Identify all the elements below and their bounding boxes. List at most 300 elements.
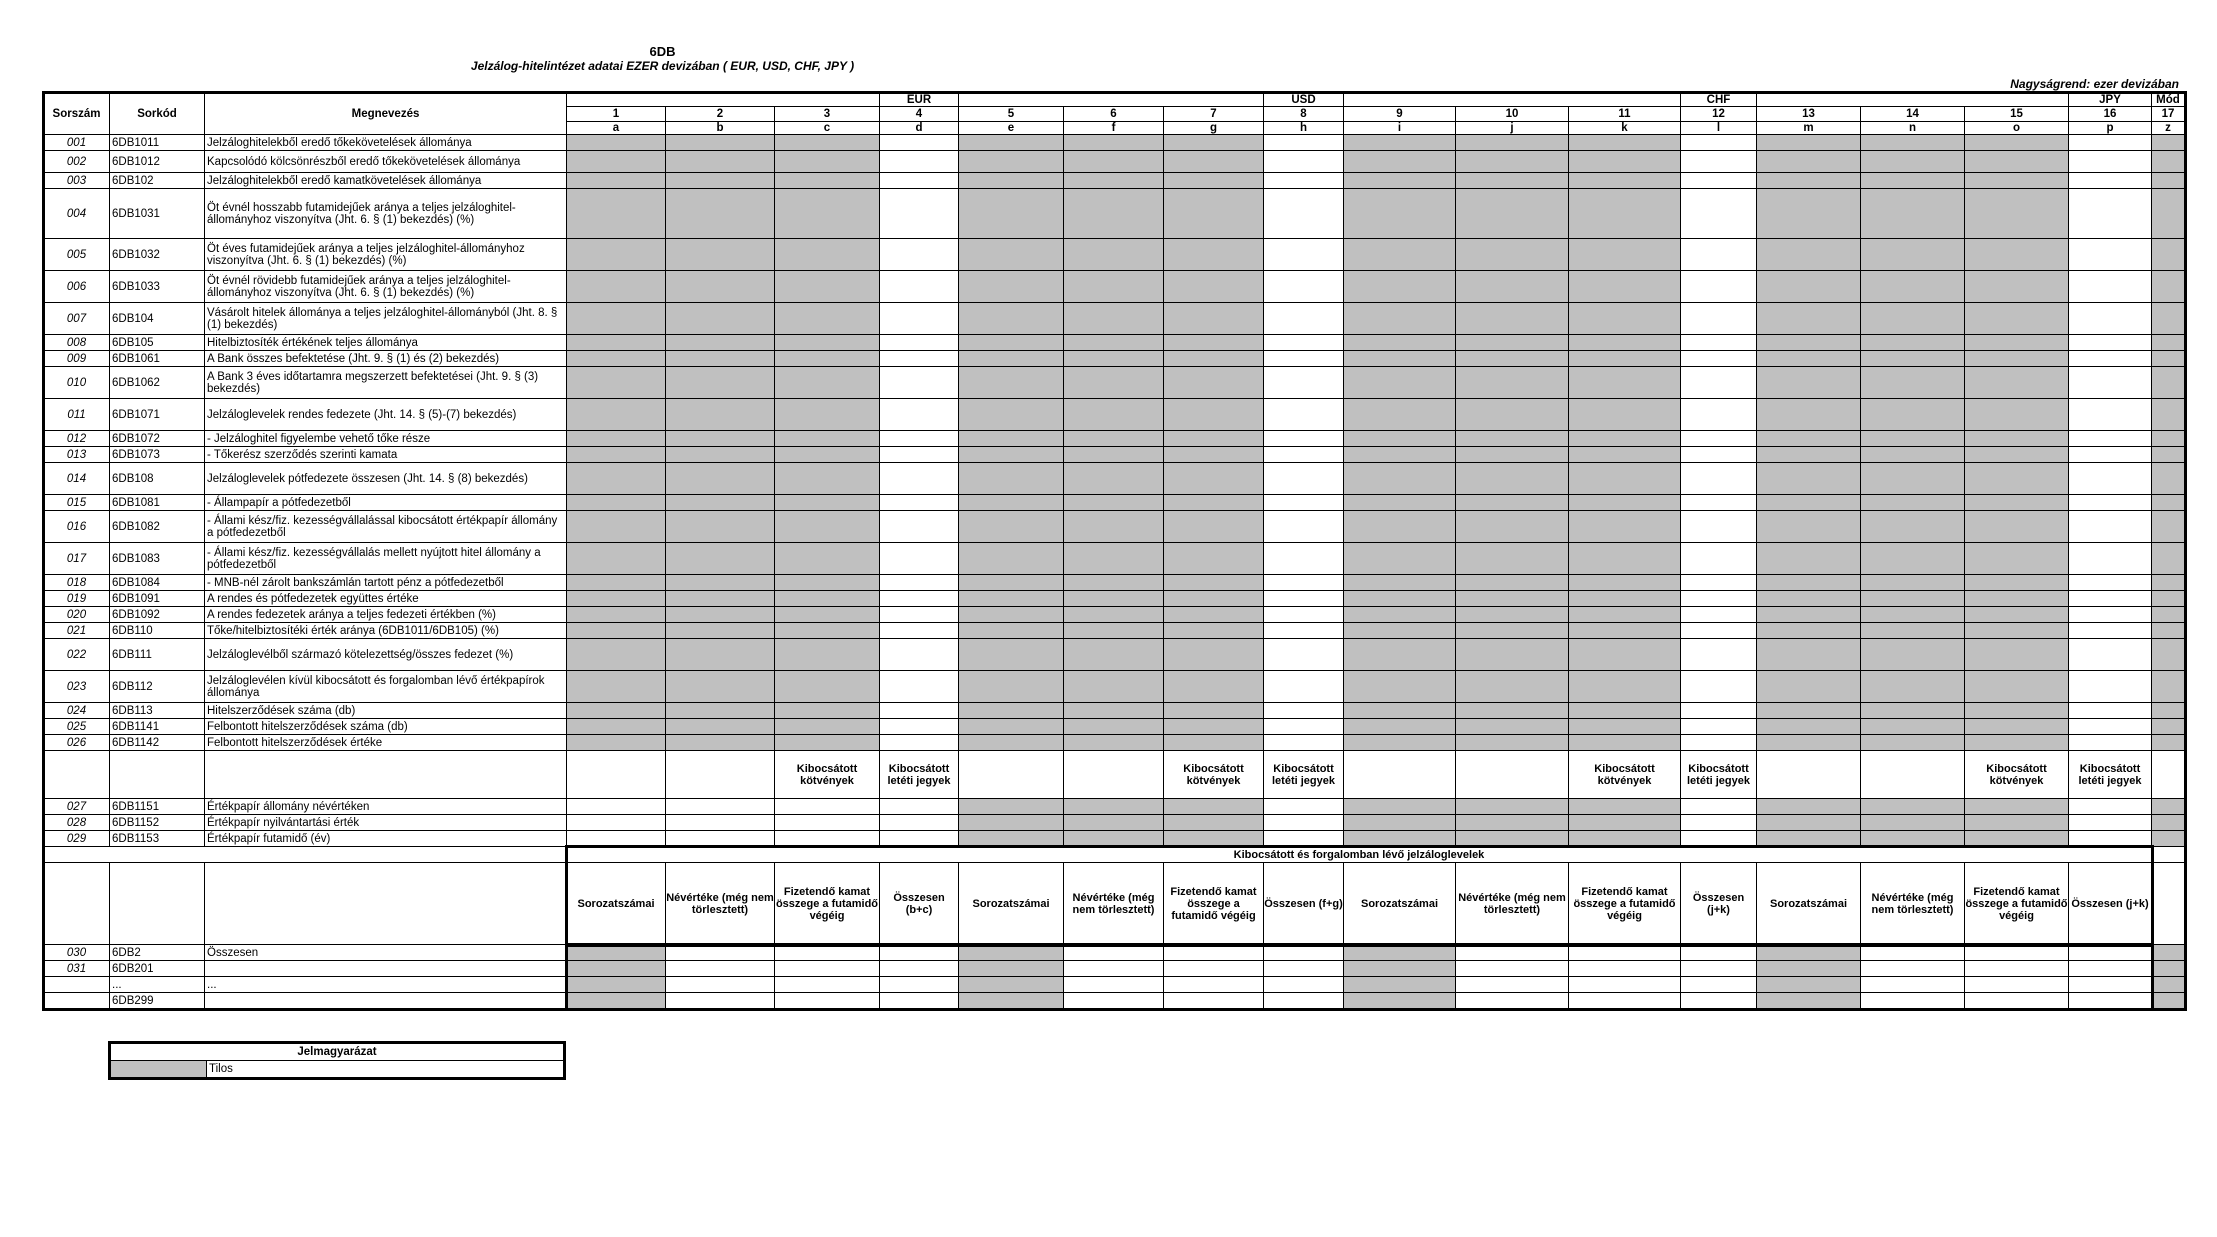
row-name: - Tőkerész szerződés szerinti kamata (205, 447, 567, 463)
data-cell (2069, 239, 2152, 271)
forbidden-cell (2152, 463, 2185, 495)
forbidden-cell (1344, 961, 1456, 977)
data-cell (880, 961, 959, 977)
forbidden-cell (1064, 831, 1164, 847)
forbidden-cell (1569, 639, 1681, 671)
report-code: 6DB (649, 44, 676, 59)
forbidden-cell (1861, 735, 1965, 751)
forbidden-cell (1569, 799, 1681, 815)
forbidden-cell (666, 543, 775, 575)
forbidden-cell (1757, 735, 1861, 751)
forbidden-cell (1965, 431, 2069, 447)
forbidden-cell (1757, 831, 1861, 847)
data-cell (666, 993, 775, 1009)
forbidden-cell (1164, 639, 1264, 671)
data-grid (44, 93, 2178, 1025)
forbidden-cell (2152, 511, 2185, 543)
forbidden-cell (1965, 575, 2069, 591)
data-cell (880, 719, 959, 735)
forbidden-cell (1569, 543, 1681, 575)
forbidden-cell (1164, 135, 1264, 151)
forbidden-cell (1757, 495, 1861, 511)
forbidden-cell (1757, 189, 1861, 239)
col-number: 15 (1965, 107, 2069, 122)
sorkod-header: Sorkód (110, 93, 205, 135)
data-cell (2069, 993, 2152, 1009)
forbidden-cell (1164, 623, 1264, 639)
data-cell (1681, 639, 1757, 671)
forbidden-cell (1757, 623, 1861, 639)
data-cell (1681, 335, 1757, 351)
forbidden-cell (1569, 511, 1681, 543)
forbidden-cell (1569, 735, 1681, 751)
forbidden-cell (1064, 575, 1164, 591)
forbidden-cell (1164, 271, 1264, 303)
forbidden-cell (567, 671, 666, 703)
forbidden-cell (959, 511, 1064, 543)
data-cell (1681, 719, 1757, 735)
forbidden-cell (1757, 135, 1861, 151)
forbidden-cell (1344, 977, 1456, 993)
data-cell (880, 623, 959, 639)
row-code: 6DB110 (110, 623, 205, 639)
forbidden-cell (1456, 719, 1569, 735)
forbidden-cell (1164, 431, 1264, 447)
row-number: 019 (44, 591, 110, 607)
forbidden-cell (666, 703, 775, 719)
forbidden-cell (1344, 135, 1456, 151)
data-cell (666, 977, 775, 993)
forbidden-cell (1965, 495, 2069, 511)
forbidden-cell (666, 351, 775, 367)
forbidden-cell (1344, 151, 1456, 173)
forbidden-cell (959, 151, 1064, 173)
forbidden-cell (567, 173, 666, 189)
data-cell (1861, 977, 1965, 993)
forbidden-cell (1757, 961, 1861, 977)
data-cell (880, 151, 959, 173)
forbidden-cell (1861, 399, 1965, 431)
forbidden-cell (567, 189, 666, 239)
blank-cell (666, 751, 775, 799)
col-number: 6 (1064, 107, 1164, 122)
col-letter: i (1344, 122, 1456, 135)
currency-label-jpy: JPY (2069, 93, 2152, 107)
data-cell (1264, 463, 1344, 495)
data-cell (1064, 961, 1164, 977)
forbidden-cell (666, 431, 775, 447)
forbidden-cell (1965, 719, 2069, 735)
forbidden-cell (1164, 173, 1264, 189)
forbidden-cell (1344, 623, 1456, 639)
forbidden-cell (1344, 399, 1456, 431)
forbidden-cell (1569, 335, 1681, 351)
forbidden-cell (1344, 189, 1456, 239)
forbidden-cell (1965, 703, 2069, 719)
data-cell (1264, 591, 1344, 607)
forbidden-cell (1965, 735, 2069, 751)
forbidden-cell (1064, 239, 1164, 271)
forbidden-cell (1965, 335, 2069, 351)
row-number: 022 (44, 639, 110, 671)
forbidden-cell (1757, 993, 1861, 1009)
forbidden-cell (567, 495, 666, 511)
data-cell (2069, 431, 2152, 447)
forbidden-cell (2152, 591, 2185, 607)
section-column-header: Fizetendő kamat összege a futamidő végéig (1965, 863, 2069, 945)
row-name (205, 961, 567, 977)
forbidden-cell (1064, 591, 1164, 607)
blank-cell (959, 751, 1064, 799)
row-name: Hitelbiztosíték értékének teljes állománya (205, 335, 567, 351)
data-cell (1264, 135, 1344, 151)
forbidden-cell (567, 351, 666, 367)
forbidden-cell (1164, 511, 1264, 543)
forbidden-cell (1861, 815, 1965, 831)
row-name: - Állami kész/fiz. kezességvállalással kibocsátott értékpapír állomány a pótfedezetből (205, 511, 567, 543)
data-cell (1264, 239, 1344, 271)
row-name: Öt évnél hosszabb futamidejűek aránya a teljes jelzáloghitel-állományhoz viszonyítva (Jht. 6. § (1) bekezdés) (%) (205, 189, 567, 239)
forbidden-cell (959, 945, 1064, 961)
forbidden-cell (775, 239, 880, 271)
forbidden-cell (1569, 447, 1681, 463)
forbidden-cell (1965, 799, 2069, 815)
data-cell (1064, 993, 1164, 1009)
data-cell (1681, 961, 1757, 977)
kibocsatott-label: Kibocsátott letéti jegyek (880, 751, 959, 799)
row-name: Jelzáloglevelek rendes fedezete (Jht. 14. § (5)-(7) bekezdés) (205, 399, 567, 431)
forbidden-cell (666, 463, 775, 495)
megnevezes-header: Megnevezés (205, 93, 567, 135)
forbidden-cell (775, 623, 880, 639)
row-name: Tőke/hitelbiztosítéki érték aránya (6DB1011/6DB105) (%) (205, 623, 567, 639)
row-number: 016 (44, 511, 110, 543)
kibocsatott-label: Kibocsátott kötvények (1965, 751, 2069, 799)
data-cell (1264, 623, 1344, 639)
forbidden-cell (1344, 447, 1456, 463)
col-letter: o (1965, 122, 2069, 135)
data-cell (1264, 607, 1344, 623)
forbidden-cell (1164, 367, 1264, 399)
legend (108, 1041, 566, 1080)
forbidden-cell (666, 447, 775, 463)
data-cell (2069, 815, 2152, 831)
forbidden-cell (1569, 607, 1681, 623)
data-cell (2069, 173, 2152, 189)
forbidden-cell (1064, 511, 1164, 543)
forbidden-cell (2152, 977, 2185, 993)
forbidden-cell (2152, 351, 2185, 367)
forbidden-cell (1344, 495, 1456, 511)
forbidden-cell (666, 623, 775, 639)
row-code: 6DB1073 (110, 447, 205, 463)
forbidden-cell (1569, 189, 1681, 239)
data-cell (1681, 135, 1757, 151)
blank-cell (1344, 751, 1456, 799)
forbidden-cell (666, 173, 775, 189)
data-cell (567, 831, 666, 847)
forbidden-cell (775, 719, 880, 735)
section-column-header: Névértéke (még nem törlesztett) (1064, 863, 1164, 945)
row-number: 009 (44, 351, 110, 367)
forbidden-cell (1164, 399, 1264, 431)
data-cell (2069, 607, 2152, 623)
row-name: Értékpapír nyilvántartási érték (205, 815, 567, 831)
data-cell (880, 351, 959, 367)
forbidden-cell (1757, 351, 1861, 367)
forbidden-cell (959, 575, 1064, 591)
forbidden-cell (775, 303, 880, 335)
legend-title: Jelmagyarázat (108, 1041, 566, 1061)
blank-cell (205, 863, 567, 945)
forbidden-cell (1965, 399, 2069, 431)
row-number: 008 (44, 335, 110, 351)
col-number: 10 (1456, 107, 1569, 122)
data-cell (880, 591, 959, 607)
row-number: 001 (44, 135, 110, 151)
forbidden-cell (1965, 151, 2069, 173)
forbidden-cell (775, 431, 880, 447)
forbidden-cell (1344, 271, 1456, 303)
row-code: 6DB1151 (110, 799, 205, 815)
forbidden-cell (1456, 511, 1569, 543)
blank-cell (1456, 751, 1569, 799)
data-cell (1456, 977, 1569, 993)
forbidden-cell (567, 447, 666, 463)
data-cell (2069, 671, 2152, 703)
forbidden-cell (1344, 367, 1456, 399)
forbidden-cell (2152, 447, 2185, 463)
data-cell (1264, 703, 1344, 719)
forbidden-cell (1456, 335, 1569, 351)
forbidden-cell (1344, 735, 1456, 751)
forbidden-cell (1456, 575, 1569, 591)
data-cell (1681, 977, 1757, 993)
forbidden-cell (1064, 173, 1164, 189)
forbidden-cell (775, 335, 880, 351)
forbidden-cell (1861, 831, 1965, 847)
forbidden-cell (666, 671, 775, 703)
section-column-header: Névértéke (még nem törlesztett) (666, 863, 775, 945)
row-code: 6DB108 (110, 463, 205, 495)
row-code: 6DB1032 (110, 239, 205, 271)
data-cell (1264, 639, 1344, 671)
data-cell (2069, 543, 2152, 575)
forbidden-cell (2152, 575, 2185, 591)
data-cell (1681, 945, 1757, 961)
data-cell (1681, 623, 1757, 639)
row-code: 6DB1031 (110, 189, 205, 239)
row-code: 6DB1011 (110, 135, 205, 151)
data-cell (1965, 993, 2069, 1009)
row-number: 014 (44, 463, 110, 495)
data-cell (1264, 543, 1344, 575)
forbidden-cell (1569, 591, 1681, 607)
row-name: Kapcsolódó kölcsönrészből eredő tőkekövetelések állománya (205, 151, 567, 173)
data-cell (2069, 799, 2152, 815)
forbidden-cell (1965, 511, 2069, 543)
forbidden-cell (1344, 993, 1456, 1009)
forbidden-cell (1164, 735, 1264, 751)
forbidden-cell (567, 591, 666, 607)
data-cell (1264, 271, 1344, 303)
forbidden-cell (775, 351, 880, 367)
row-code: 6DB1092 (110, 607, 205, 623)
data-cell (880, 815, 959, 831)
blank-cell (44, 863, 110, 945)
forbidden-cell (959, 815, 1064, 831)
kibocsatott-label: Kibocsátott kötvények (775, 751, 880, 799)
data-cell (1264, 511, 1344, 543)
forbidden-cell (1064, 735, 1164, 751)
forbidden-cell (1757, 703, 1861, 719)
data-cell (1681, 173, 1757, 189)
data-cell (1264, 735, 1344, 751)
forbidden-cell (1861, 799, 1965, 815)
forbidden-cell (1064, 543, 1164, 575)
forbidden-cell (1344, 431, 1456, 447)
blank-cell (1861, 751, 1965, 799)
row-code: 6DB104 (110, 303, 205, 335)
forbidden-cell (1757, 173, 1861, 189)
forbidden-cell (1965, 447, 2069, 463)
data-cell (1264, 189, 1344, 239)
data-cell (880, 543, 959, 575)
forbidden-cell (1064, 639, 1164, 671)
col-letter: b (666, 122, 775, 135)
row-number: 024 (44, 703, 110, 719)
row-name: Jelzáloglevélből származó kötelezettség/összes fedezet (%) (205, 639, 567, 671)
row-number: 011 (44, 399, 110, 431)
mod-header: Mód (2152, 93, 2185, 107)
row-code: 6DB1091 (110, 591, 205, 607)
data-cell (1456, 945, 1569, 961)
forbidden-cell (1757, 799, 1861, 815)
blank-cell (2152, 847, 2185, 863)
row-number: 025 (44, 719, 110, 735)
data-cell (1264, 303, 1344, 335)
forbidden-cell (1757, 431, 1861, 447)
row-name: Hitelszerződések száma (db) (205, 703, 567, 719)
data-cell (775, 961, 880, 977)
forbidden-cell (1569, 303, 1681, 335)
data-cell (1681, 351, 1757, 367)
sorszam-header: Sorszám (44, 93, 110, 135)
forbidden-cell (1164, 335, 1264, 351)
data-cell (1681, 735, 1757, 751)
forbidden-cell (1569, 815, 1681, 831)
section-column-header: Sorozatszámai (1344, 863, 1456, 945)
data-cell (1064, 945, 1164, 961)
row-name: Felbontott hitelszerződések száma (db) (205, 719, 567, 735)
data-cell (1264, 671, 1344, 703)
forbidden-cell (1965, 671, 2069, 703)
forbidden-cell (775, 543, 880, 575)
forbidden-cell (959, 719, 1064, 735)
section-column-header: Összesen (f+g) (1264, 863, 1344, 945)
forbidden-cell (1757, 815, 1861, 831)
forbidden-cell (775, 495, 880, 511)
col-number: 5 (959, 107, 1064, 122)
forbidden-cell (2152, 961, 2185, 977)
forbidden-cell (1757, 151, 1861, 173)
forbidden-cell (1064, 271, 1164, 303)
forbidden-cell (775, 511, 880, 543)
row-code: 6DB1012 (110, 151, 205, 173)
forbidden-cell (2152, 623, 2185, 639)
forbidden-cell (1569, 271, 1681, 303)
data-cell (1681, 151, 1757, 173)
blank-cell (110, 751, 205, 799)
row-number: 006 (44, 271, 110, 303)
data-cell (775, 831, 880, 847)
row-name: Vásárolt hitelek állománya a teljes jelzáloghitel-állományból (Jht. 8. § (1) bekezdés) (205, 303, 567, 335)
forbidden-cell (1456, 135, 1569, 151)
forbidden-cell (959, 271, 1064, 303)
data-cell (880, 239, 959, 271)
unit-note: Nagyságrend: ezer devizában (2010, 77, 2179, 91)
currency-label-eur: EUR (880, 93, 959, 107)
forbidden-cell (2152, 945, 2185, 961)
data-cell (1965, 977, 2069, 993)
col-letter: m (1757, 122, 1861, 135)
data-cell (775, 993, 880, 1009)
data-cell (2069, 703, 2152, 719)
row-code: 6DB1072 (110, 431, 205, 447)
data-cell (880, 977, 959, 993)
forbidden-cell (959, 351, 1064, 367)
forbidden-cell (2152, 799, 2185, 815)
data-cell (775, 977, 880, 993)
forbidden-cell (1064, 623, 1164, 639)
forbidden-cell (1344, 543, 1456, 575)
data-cell (1264, 719, 1344, 735)
data-cell (880, 189, 959, 239)
row-number: 020 (44, 607, 110, 623)
data-cell (880, 703, 959, 719)
data-cell (666, 799, 775, 815)
forbidden-cell (1344, 639, 1456, 671)
data-cell (2069, 575, 2152, 591)
blank-cell (2152, 863, 2185, 945)
col-number: 7 (1164, 107, 1264, 122)
col-letter: z (2152, 122, 2185, 135)
forbidden-cell (567, 977, 666, 993)
row-number: 027 (44, 799, 110, 815)
data-cell (1264, 367, 1344, 399)
data-cell (880, 335, 959, 351)
forbidden-cell (1757, 639, 1861, 671)
forbidden-cell (775, 447, 880, 463)
row-code: 6DB1071 (110, 399, 205, 431)
row-number: 012 (44, 431, 110, 447)
forbidden-cell (1064, 399, 1164, 431)
col-number: 3 (775, 107, 880, 122)
row-code: 6DB201 (110, 961, 205, 977)
forbidden-cell (775, 173, 880, 189)
forbidden-cell (1569, 671, 1681, 703)
data-cell (1569, 961, 1681, 977)
data-cell (2069, 945, 2152, 961)
forbidden-cell (1757, 945, 1861, 961)
forbidden-cell (775, 271, 880, 303)
forbidden-cell (1757, 367, 1861, 399)
forbidden-cell (959, 303, 1064, 335)
row-code: 6DB1153 (110, 831, 205, 847)
data-cell (880, 271, 959, 303)
data-cell (2069, 151, 2152, 173)
row-name: Értékpapír állomány névértéken (205, 799, 567, 815)
